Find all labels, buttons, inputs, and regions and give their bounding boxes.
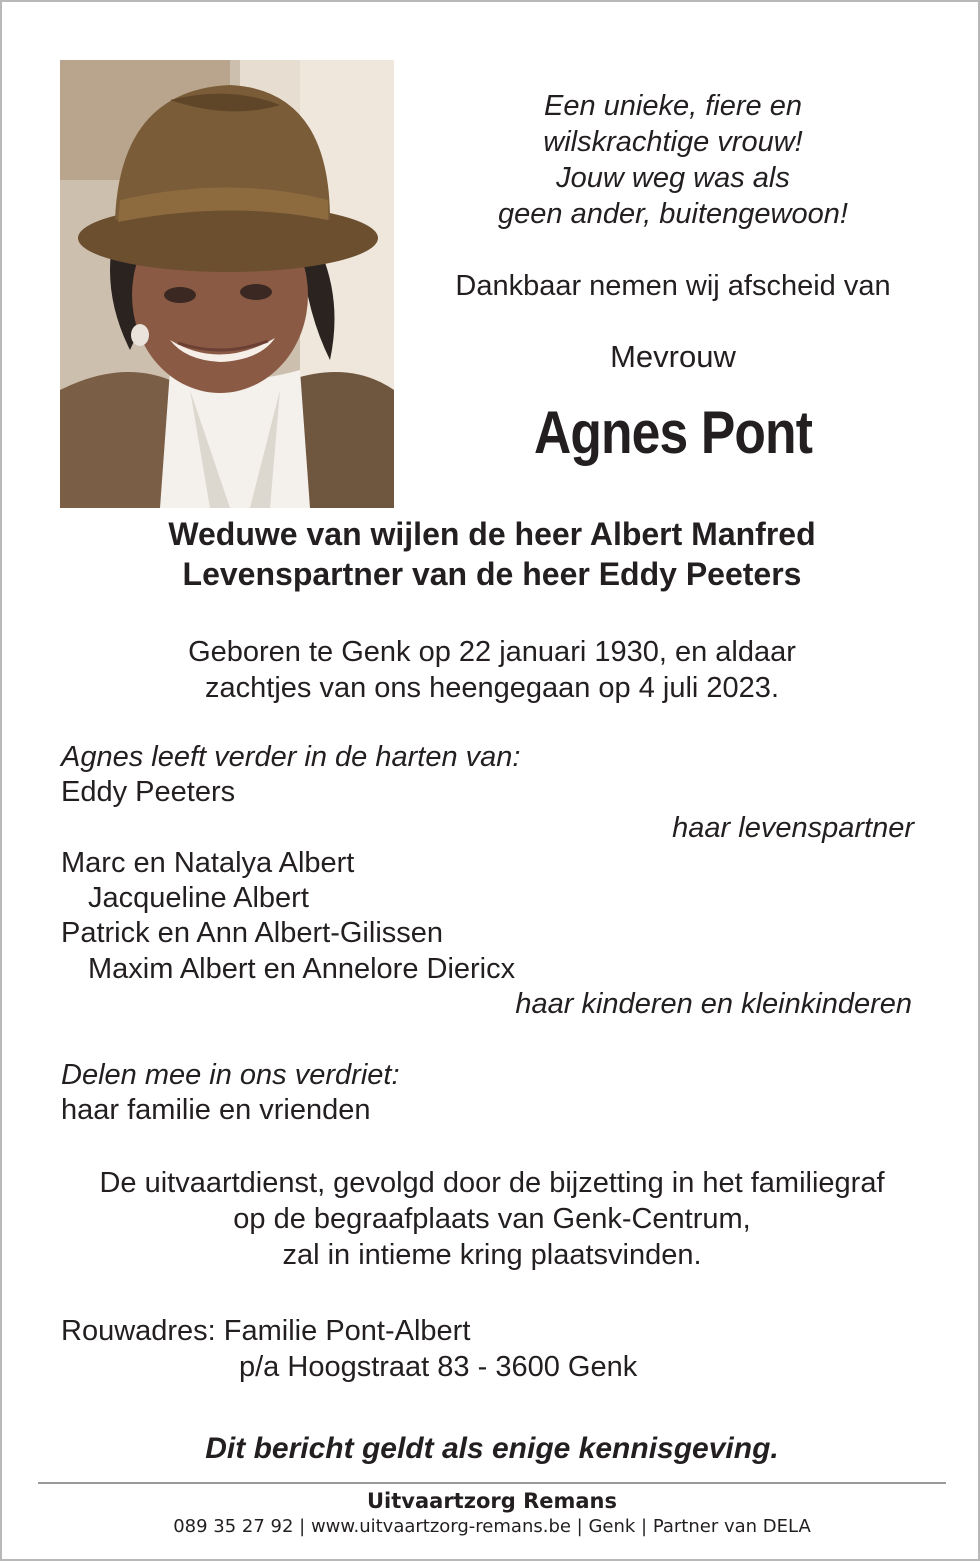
ceremony-line: De uitvaartdienst, gevolgd door de bijzetting in het familiegraf — [99, 1167, 885, 1199]
funeral-company-info: 089 35 27 92 | www.uitvaartzorg-remans.be | Genk | Partner van DELA — [173, 1516, 811, 1537]
partner-role: haar levenspartner — [672, 811, 914, 844]
footer-divider — [38, 1482, 946, 1484]
portrait-photo — [60, 60, 394, 508]
sharing-text: haar familie en vrienden — [61, 1094, 371, 1127]
birth-death-dates — [2, 634, 980, 706]
family-member: Maxim Albert en Annelore Diericx — [88, 952, 516, 985]
sharing-section — [61, 1058, 921, 1129]
motto-line: wilskrachtige vrouw! — [543, 126, 803, 158]
motto — [422, 88, 924, 232]
address-line-1: Rouwadres: Familie Pont-Albert — [61, 1315, 471, 1347]
mourning-address — [61, 1313, 921, 1385]
family-member: Patrick en Ann Albert-Gilissen — [61, 917, 444, 950]
relatives-heading: Agnes leeft verder in de harten van: — [61, 741, 521, 773]
family-role: haar kinderen en kleinkinderen — [515, 988, 912, 1021]
honorific-title: Mevrouw — [610, 339, 736, 374]
motto-line: Een unieke, fiere en — [544, 90, 802, 122]
partner-name: Eddy Peeters — [61, 776, 236, 809]
family-member: Marc en Natalya Albert — [61, 846, 355, 879]
ceremony-line: zal in intieme kring plaatsvinden. — [282, 1239, 702, 1271]
notice-text: Dit bericht geldt als enige kennisgeving. — [205, 1432, 779, 1465]
header-text — [422, 88, 924, 468]
motto-line: geen ander, buitengewoon! — [498, 198, 848, 230]
relation-line: Levenspartner van de heer Eddy Peeters — [182, 556, 802, 592]
dates-line: Geboren te Genk op 22 januari 1930, en aldaar — [188, 636, 796, 668]
sharing-heading: Delen mee in ons verdriet: — [61, 1059, 400, 1091]
relatives-section — [61, 740, 921, 1022]
relations — [2, 514, 980, 594]
deceased-name: Agnes Pont — [533, 399, 813, 466]
family-member: Jacqueline Albert — [88, 882, 309, 915]
ceremony-info — [2, 1165, 980, 1273]
intro-text: Dankbaar nemen wij afscheid van — [455, 270, 891, 302]
funeral-company-name: Uitvaartzorg Remans — [367, 1489, 617, 1513]
motto-line: Jouw weg was als — [556, 162, 790, 194]
address-line-2: p/a Hoogstraat 83 - 3600 Genk — [239, 1351, 638, 1383]
ceremony-line: op de begraafplaats van Genk-Centrum, — [233, 1203, 751, 1235]
dates-line: zachtjes van ons heengegaan op 4 juli 2023. — [205, 672, 779, 704]
relation-line: Weduwe van wijlen de heer Albert Manfred — [168, 516, 816, 552]
